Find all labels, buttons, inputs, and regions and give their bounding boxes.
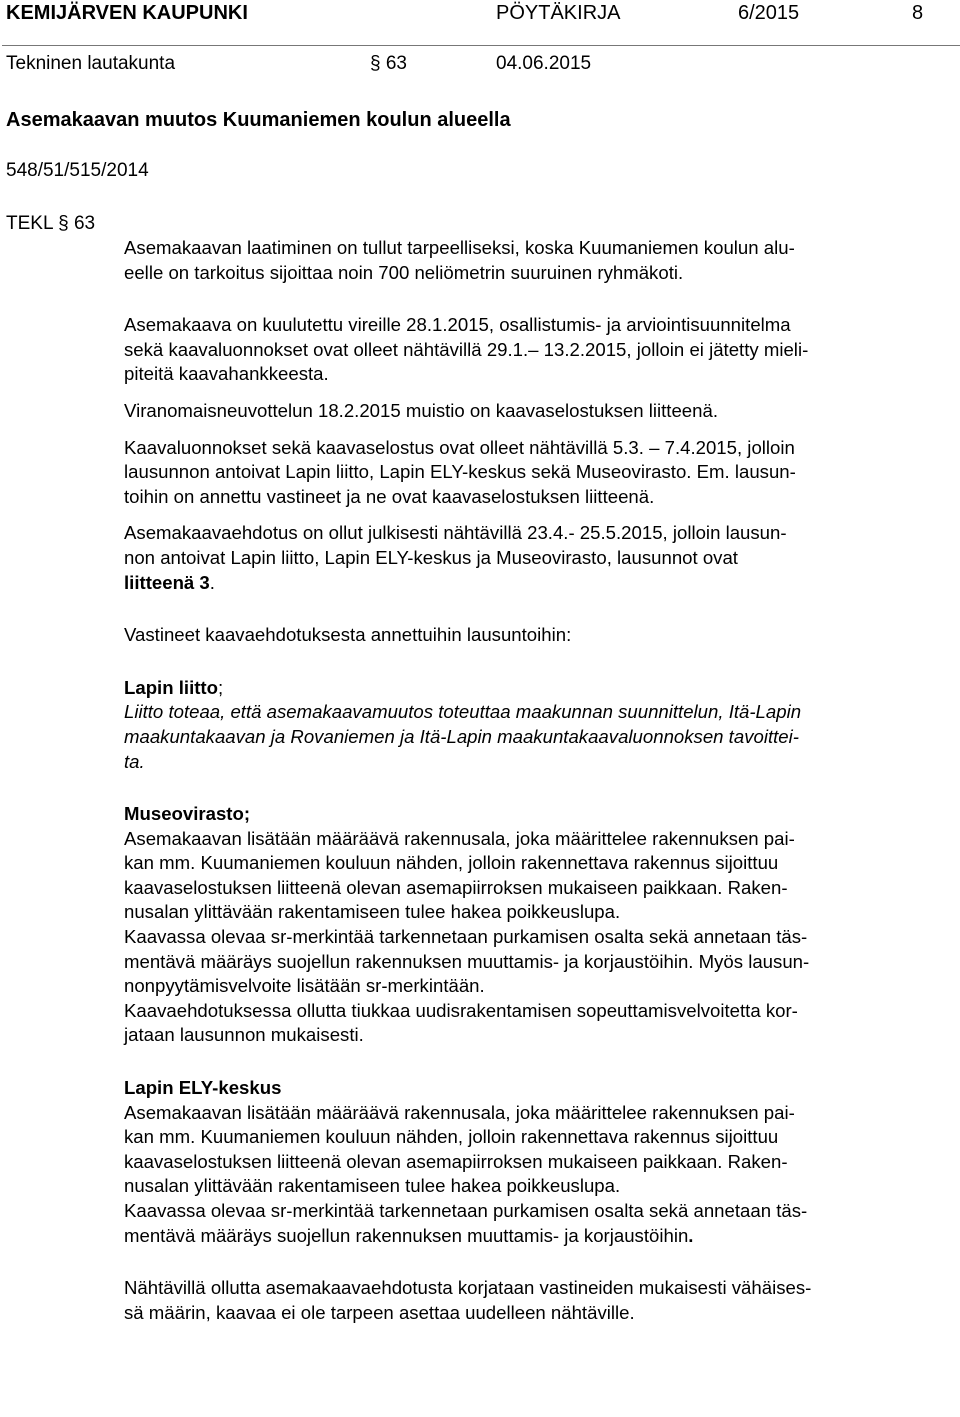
ely-keskus-section: Lapin ELY-keskus Asemakaavan lisätään määräävä rakennusala, joka määrittelee rakennuksen pai- kan mm. Kuumaniemen kouluun nähden, jolloin rakennettava rakennus sijoittuu kaavaselostuksen liitteenä olevan asemapiirroksen mukaiseen paikkaan. Raken- nusalan ylittävään rakentamiseen tulee hakea poikkeuslupa. Kaavassa olevaa sr-merkintää tarkennetaan purkamisen osalta sekä annetaan täs- mentävä määräys suojellun rakennuksen muuttamis- ja korjaustöihin. (124, 1076, 944, 1248)
text-line: Asemakaavan laatiminen on tullut tarpeelliseksi, koska Kuumaniemen koulun alu- (124, 237, 795, 258)
text-line: Liitto toteaa, että asemakaavamuutos toteuttaa maakunnan suunnittelun, Itä-Lapin (124, 701, 802, 723)
text-line: ta. (124, 750, 145, 772)
text-line: liitteenä 3. (124, 571, 215, 593)
header-divider (2, 45, 960, 46)
text-line: Vastineet kaavaehdotuksesta annettuihin lausuntoihin: (124, 624, 572, 646)
text-line: Kaavassa olevaa sr-merkintää tarkennetaan purkamisen osalta sekä annetaan täs- (124, 926, 808, 948)
text-line: Viranomaisneuvottelun 18.2.2015 muistio on kaavaselostuksen liitteenä. (124, 399, 719, 421)
museovirasto-heading: Museovirasto; (124, 803, 251, 825)
text-line: nonpyytämisvelvoite lisätään sr-merkintään. (124, 975, 485, 997)
text-line: sä määrin, kaavaa ei ole tarpeen asettaa uudelleen nähtäville. (124, 1301, 635, 1323)
document-number: 6/2015 (738, 2, 800, 24)
lapin-liitto-section: Lapin liitto; Liitto toteaa, että asemakaavamuutos toteuttaa maakunnan suunnittelun, Itä-Lapin maakuntakaavan ja Rovaniemen ja Itä-Lapin maakuntakaavaluonnoksen tavoittei- ta. (124, 676, 944, 774)
paragraph-4 (124, 436, 944, 510)
text-line: jataan lausunnon mukaisesti. (124, 1024, 364, 1046)
text-line: kaavaselostuksen liitteenä olevan asemapiirroksen mukaiseen paikkaan. Raken- (124, 1150, 788, 1172)
attachment-reference: liitteenä 3 (124, 571, 210, 593)
text-line: maakuntakaavan ja Rovaniemen ja Itä-Lapin maakuntakaavaluonnoksen tavoittei- (124, 725, 799, 747)
text-line: sekä kaavaluonnokset ovat olleet nähtävillä 29.1.– 13.2.2015, jolloin ei jätetty mieli- (124, 338, 809, 360)
page-number: 8 (912, 2, 924, 24)
text-line: toihin on annettu vastineet ja ne ovat kaavaselostuksen liitteenä. (124, 485, 655, 507)
diary-number: 548/51/515/2014 (6, 160, 149, 181)
text-line: kan mm. Kuumaniemen kouluun nähden, jolloin rakennettava rakennus sijoittuu (124, 852, 779, 874)
text-line: eelle on tarkoitus sijoittaa noin 700 neliömetrin suuruinen ryhmäkoti. (124, 261, 684, 283)
text-line: non antoivat Lapin liitto, Lapin ELY-keskus ja Museovirasto, lausunnot ovat (124, 546, 738, 568)
ely-keskus-heading: Lapin ELY-keskus (124, 1077, 282, 1099)
text-line: nusalan ylittävään rakentamiseen tulee hakea poikkeuslupa. (124, 901, 621, 923)
text-line: Asemakaavan lisätään määräävä rakennusala, joka määrittelee rakennuksen pai- (124, 827, 795, 849)
text-line: nusalan ylittävään rakentamiseen tulee hakea poikkeuslupa. (124, 1175, 621, 1197)
board-name: Tekninen lautakunta (6, 53, 176, 74)
text-line: Asemakaavan lisätään määräävä rakennusala, joka määrittelee rakennuksen pai- (124, 1101, 795, 1123)
paragraph-2 (124, 313, 944, 387)
document-body (124, 236, 944, 1325)
text-line: Asemakaavaehdotus on ollut julkisesti nähtävillä 23.4.- 25.5.2015, jolloin lausun- (124, 522, 787, 544)
text-line: mentävä määräys suojellun rakennuksen muuttamis- ja korjaustöihin (124, 1224, 689, 1246)
text-line: lausunnon antoivat Lapin liitto, Lapin ELY-keskus sekä Museovirasto. Em. lausun- (124, 461, 796, 483)
paragraph-5 (124, 521, 944, 595)
section-number: § 63 (370, 53, 407, 74)
text-line: Nähtävillä ollutta asemakaavaehdotusta korjataan vastineiden mukaisesti vähäises- (124, 1277, 812, 1299)
text-line: kaavaselostuksen liitteenä olevan asemapiirroksen mukaiseen paikkaan. Raken- (124, 876, 788, 898)
text-line: mentävä määräys suojellun rakennuksen muuttamis- ja korjaustöihin. Myös lausun- (124, 950, 810, 972)
final-paragraph (124, 1276, 944, 1325)
text-line: kan mm. Kuumaniemen kouluun nähden, jolloin rakennettava rakennus sijoittuu (124, 1126, 779, 1148)
page-title: Asemakaavan muutos Kuumaniemen koulun alueella (6, 109, 511, 131)
museovirasto-section (124, 802, 944, 1048)
meeting-date: 04.06.2015 (496, 53, 592, 74)
text-line: Kaavassa olevaa sr-merkintää tarkennetaan purkamisen osalta sekä annetaan täs- (124, 1200, 808, 1221)
lapin-liitto-heading: Lapin liitto (124, 676, 218, 698)
organization-name: KEMIJÄRVEN KAUPUNKI (6, 2, 248, 24)
paragraph-6 (124, 623, 944, 648)
text-line: Kaavaluonnokset sekä kaavaselostus ovat olleet nähtävillä 5.3. – 7.4.2015, jolloin (124, 436, 795, 458)
paragraph-1 (124, 236, 944, 285)
text-line: Kaavaehdotuksessa ollutta tiukkaa uudisrakentamisen sopeuttamisvelvoitetta kor- (124, 999, 798, 1021)
document-type: PÖYTÄKIRJA (496, 2, 621, 24)
paragraph-3 (124, 399, 944, 424)
section-reference: TEKL § 63 (6, 213, 96, 234)
text-line: piteitä kaavahankkeesta. (124, 363, 329, 385)
text-line: Asemakaava on kuulutettu vireille 28.1.2015, osallistumis- ja arviointisuunnitelma (124, 314, 791, 336)
